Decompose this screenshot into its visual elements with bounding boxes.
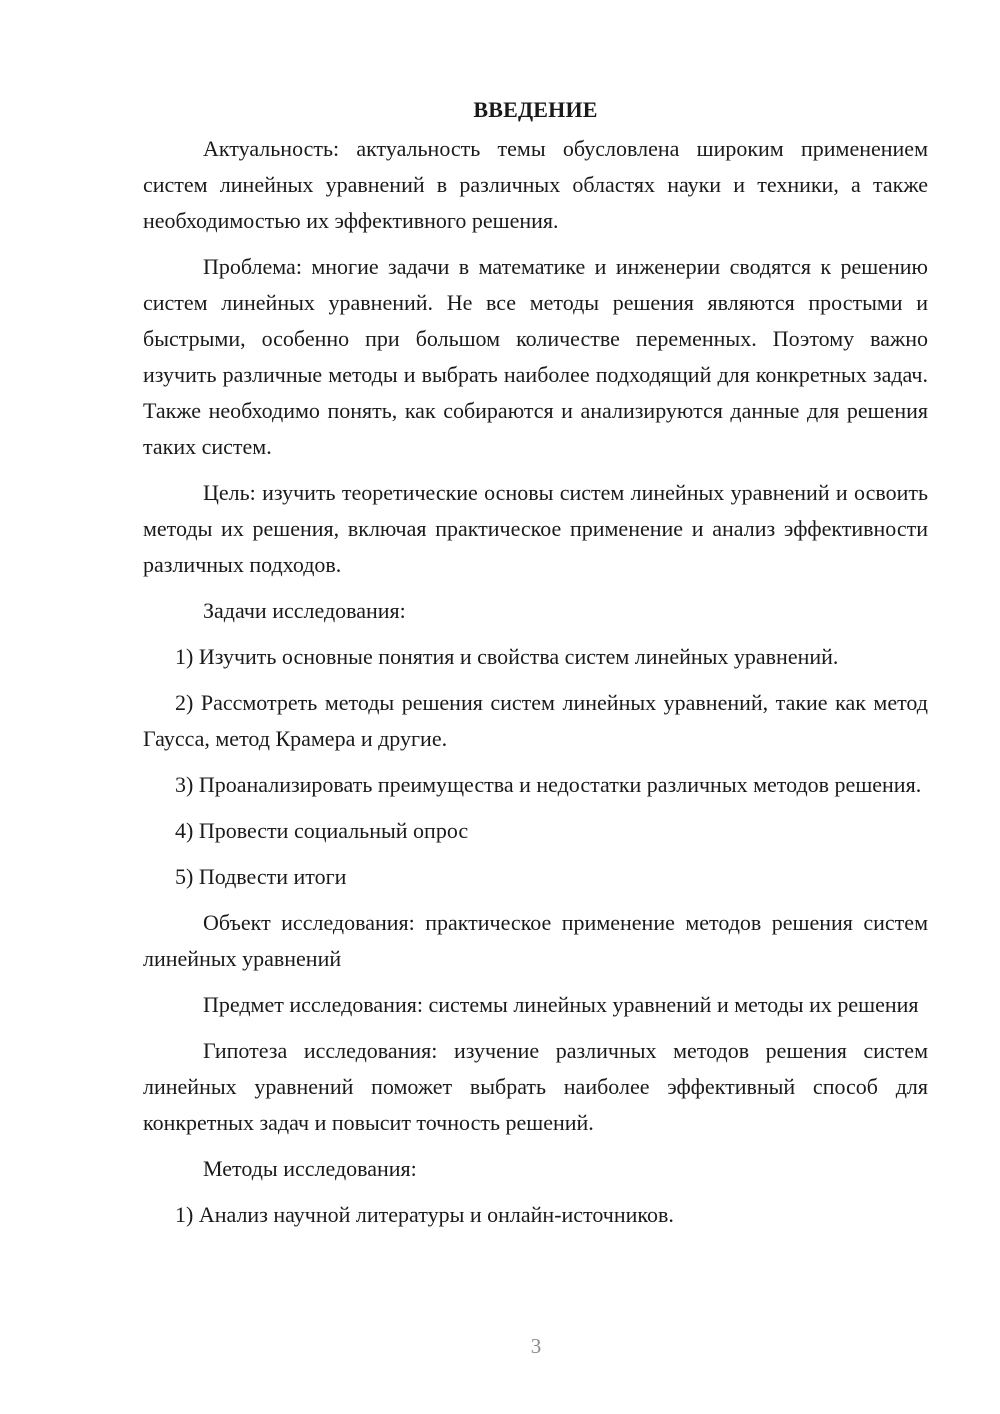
task-item-5: 5) Подвести итоги xyxy=(175,864,347,889)
task-item-2: 2) Рассмотреть методы решения систем линейных уравнений, такие как метод Гаусса, метод Крамера и другие. xyxy=(143,690,928,751)
task-item-1: 1) Изучить основные понятия и свойства систем линейных уравнений. xyxy=(175,644,839,669)
task-item-3: 3) Проанализировать преимущества и недостатки различных методов решения. xyxy=(175,772,922,797)
paragraph-subject: Предмет исследования: системы линейных уравнений и методы их решения xyxy=(203,992,919,1017)
document-heading: ВВЕДЕНИЕ xyxy=(473,97,598,122)
methods-title: Методы исследования: xyxy=(203,1156,417,1181)
task-item-4: 4) Провести социальный опрос xyxy=(175,818,469,843)
paragraph-goal: Цель: изучить теоретические основы систем линейных уравнений и освоить методы их решения, включая практическое применение и анализ эффективности различных подходов. xyxy=(143,480,928,577)
paragraph-object: Объект исследования: практическое применение методов решения систем линейных уравнений xyxy=(143,910,928,971)
page-number: 3 xyxy=(530,1334,542,1358)
tasks-title: Задачи исследования: xyxy=(203,598,406,623)
method-item-1: 1) Анализ научной литературы и онлайн-источников. xyxy=(175,1202,674,1227)
paragraph-problem: Проблема: многие задачи в математике и инженерии сводятся к решению систем линейных уравнений. Не все методы решения являются простыми и быстрыми, особенно при большом количестве переменных. Поэтому важно изучить различные методы и выбрать наиболее подходящий для конкретных задач. Также необходимо понять, как собираются и анализируются данные для решения таких систем. xyxy=(143,254,928,459)
document-page xyxy=(143,92,928,1243)
paragraph-hypothesis: Гипотеза исследования: изучение различных методов решения систем линейных уравнений поможет выбрать наиболее эффективный способ для конкретных задач и повысит точность решений. xyxy=(143,1038,928,1135)
paragraph-relevance: Актуальность: актуальность темы обусловлена широким применением систем линейных уравнений в различных областях науки и техники, а также необходимостью их эффективного решения. xyxy=(143,136,928,233)
